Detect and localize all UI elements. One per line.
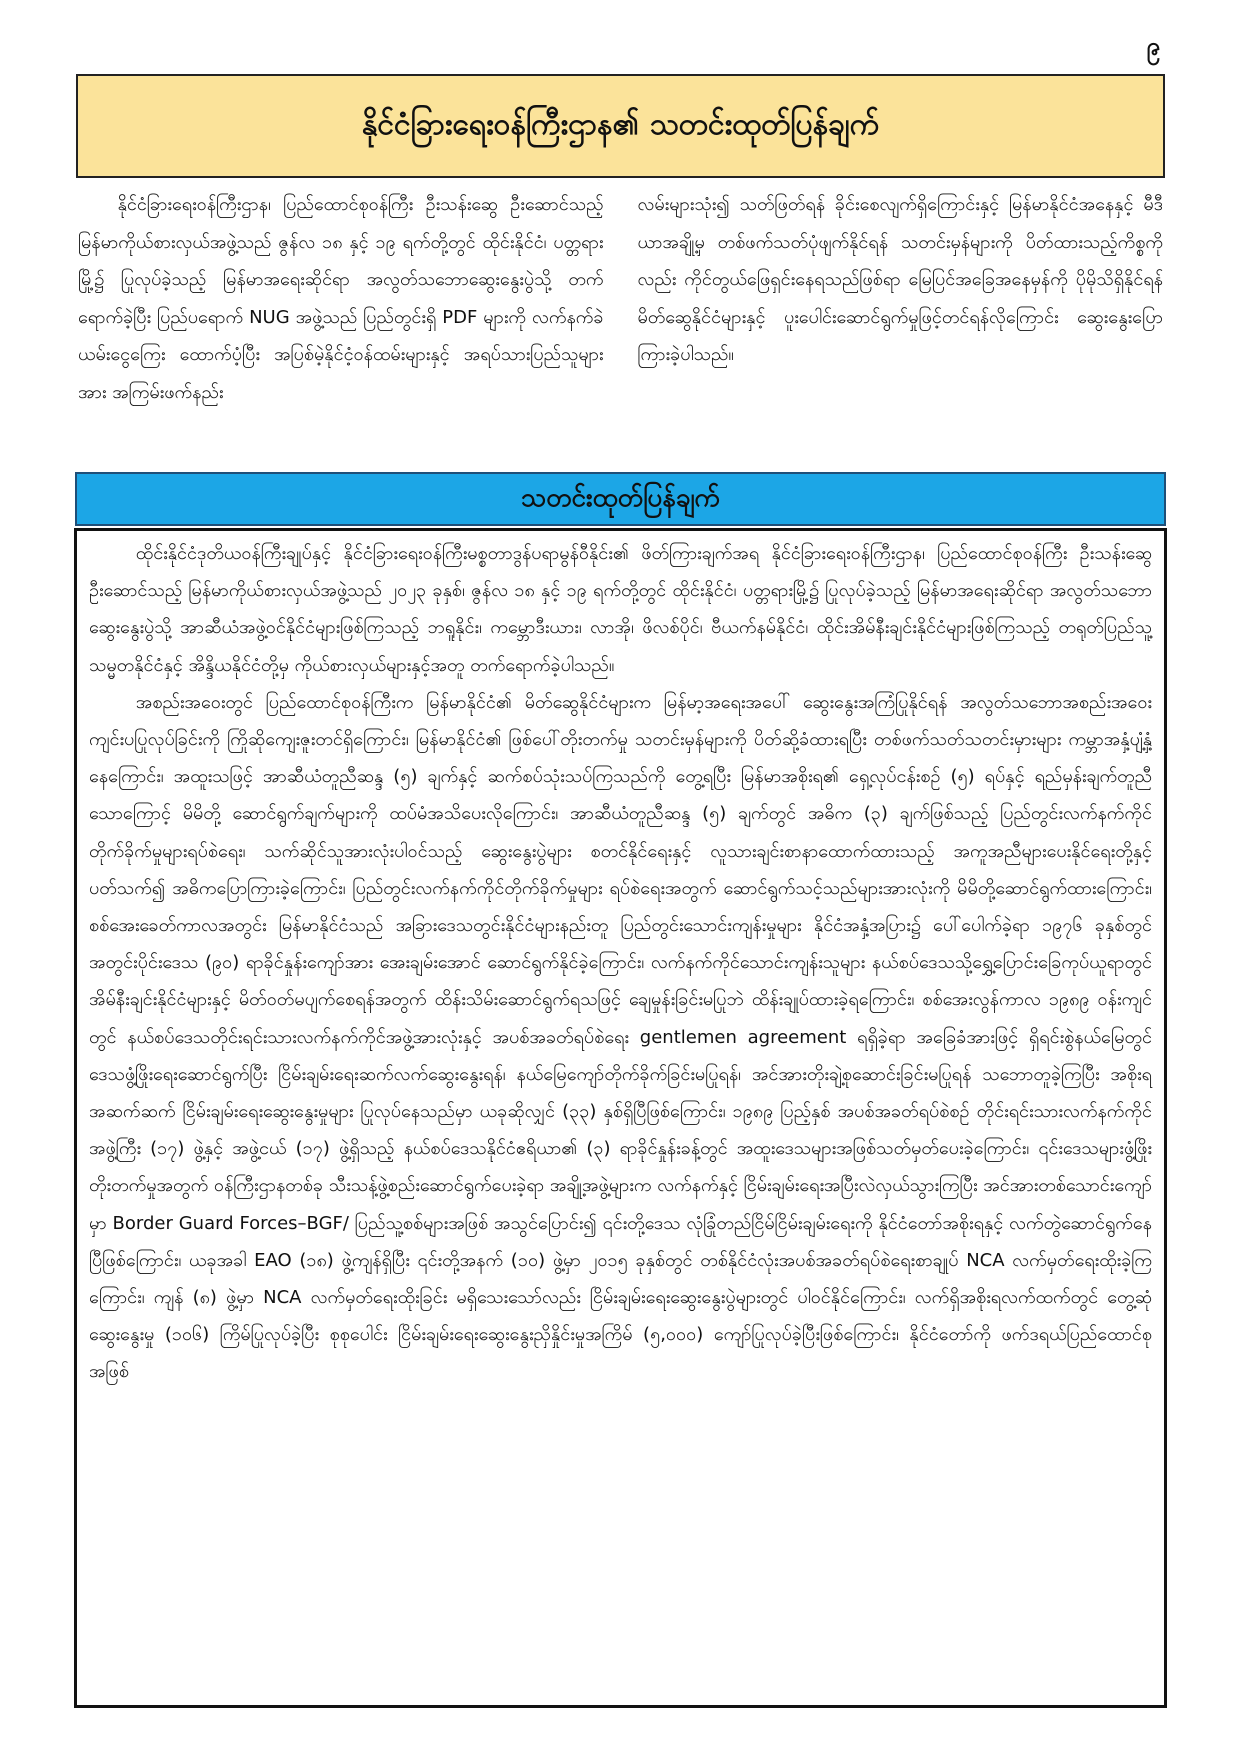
section-banner [75,472,1166,526]
page-title: နိုင်ငံခြားရေးဝန်ကြီးဌာန၏ သတင်းထုတ်ပြန်ချက် [361,106,880,142]
intro-right-column: လမ်းများသုံး၍ သတ်ဖြတ်ရန် ခိုင်းစေလျက်ရှိကြောင်းနှင့် မြန်မာနိုင်ငံအနေနှင့် မီဒီယာအချို့မှ တစ်ဖက်သတ်ပုံဖျက်နိုင်ရန် သတင်းမှန်များကို ပိတ်ထားသည့်ကိစ္စကိုလည်း ကိုင်တွယ်ဖြေရှင်းနေရသည်ဖြစ်ရာ မြေပြင်အခြေအနေမှန်ကို ပိုမိုသိရှိနိုင်ရန် မိတ်ဆွေနိုင်ငံများနှင့် ပူးပေါင်းဆောင်ရွက်မှုဖြင့်တင်ရန်လိုကြောင်း ဆွေးနွေးပြောကြားခဲ့ပါသည်။ [637,194,1163,365]
body-paragraph-2: အစည်းအဝေးတွင် ပြည်ထောင်စုဝန်ကြီးက မြန်မာနိုင်ငံ၏ မိတ်ဆွေနိုင်ငံများက မြန်မာ့အရေးအပေါ် ဆွေးနွေးအကြံပြုနိုင်ရန် အလွတ်သဘောအစည်းအဝေး ကျင်းပပြုလုပ်ခြင်းကို ကြိုဆိုကျေးဇူးတင်ရှိကြောင်း၊ မြန်မာနိုင်ငံ၏ ဖြစ်ပေါ်တိုးတက်မှု သတင်းမှန်များကို ပိတ်ဆို့ခံထားရပြီး တစ်ဖက်သတ်သတင်းမှားများ ကမ္ဘာအနှံ့ပျံ့နှံ့နေကြောင်း၊ အထူးသဖြင့် အာဆီယံတူညီဆန္ဒ (၅) ချက်နှင့် ဆက်စပ်သုံးသပ်ကြသည်ကို တွေ့ရပြီး မြန်မာအစိုးရ၏ ရှေ့လုပ်ငန်းစဉ် (၅) ရပ်နှင့် ရည်မှန်းချက်တူညီသောကြောင့် မိမိတို့ ဆောင်ရွက်ချက်များကို ထပ်မံအသိပေးလိုကြောင်း၊ အာဆီယံတူညီဆန္ဒ (၅) ချက်တွင် အဓိက (၃) ချက်ဖြစ်သည့် ပြည်တွင်းလက်နက်ကိုင်တိုက်ခိုက်မှုများရပ်စဲရေး၊ သက်ဆိုင်သူအားလုံးပါဝင်သည့် ဆွေးနွေးပွဲများ စတင်နိုင်ရေးနှင့် လူသားချင်းစာနာထောက်ထားသည့် အကူအညီများပေးနိုင်ရေးတို့နှင့်ပတ်သက်၍ အဓိကပြောကြားခဲ့ကြောင်း၊ ပြည်တွင်းလက်နက်ကိုင်တိုက်ခိုက်မှုများ ရပ်စဲရေးအတွက် ဆောင်ရွက်သင့်သည်များအားလုံးကို မိမိတို့ဆောင်ရွက်ထားကြောင်း၊ စစ်အေးခေတ်ကာလအတွင်း မြန်မာနိုင်ငံသည် အခြားဒေသတွင်းနိုင်ငံများနည်းတူ ပြည်တွင်းသောင်းကျန်းမှုများ နိုင်ငံအနှံ့အပြား၌ ပေါ်ပေါက်ခဲ့ရာ ၁၉၇၆ ခုနှစ်တွင် အတွင်းပိုင်းဒေသ (၉၀) ရာခိုင်နှုန်းကျော်အား အေးချမ်းအောင် ဆောင်ရွက်နိုင်ခဲ့ကြောင်း၊ လက်နက်ကိုင်သောင်းကျန်းသူများ နယ်စပ်ဒေသသို့ရွှေ့ပြောင်းခြေကုပ်ယူရာတွင် အိမ်နီးချင်းနိုင်ငံများနှင့် မိတ်ဝတ်မပျက်စေရန်အတွက် ထိန်းသိမ်းဆောင်ရွက်ရသဖြင့် ချေမှုန်းခြင်းမပြုဘဲ ထိန်းချုပ်ထားခဲ့ရကြောင်း၊ စစ်အေးလွန်ကာလ ၁၉၈၉ ဝန်းကျင်တွင် နယ်စပ်ဒေသတိုင်းရင်းသားလက်နက်ကိုင်အဖွဲ့အားလုံးနှင့် အပစ်အခတ်ရပ်စဲရေး gentlemen agreement ရရှိခဲ့ရာ အခြေခံအားဖြင့် ရှိရင်းစွဲနယ်မြေတွင် ဒေသဖွံ့ဖြိုးရေးဆောင်ရွက်ပြီး ငြိမ်းချမ်းရေးဆက်လက်ဆွေးနွေးရန်၊ နယ်မြေကျော်တိုက်ခိုက်ခြင်းမပြုရန်၊ အင်အားတိုးချဲ့စုဆောင်းခြင်းမပြုရန် သဘောတူခဲ့ကြပြီး အစိုးရအဆက်ဆက် ငြိမ်းချမ်းရေးဆွေးနွေးမှုများ ပြုလုပ်နေသည်မှာ ယခုဆိုလျှင် (၃၃) နှစ်ရှိပြီဖြစ်ကြောင်း၊ ၁၉၈၉ ပြည့်နှစ် အပစ်အခတ်ရပ်စဲစဉ် တိုင်းရင်းသားလက်နက်ကိုင်အဖွဲ့ကြီး (၁၇) ဖွဲ့နှင့် အဖွဲ့ငယ် (၁၇) ဖွဲ့ရှိသည့် နယ်စပ်ဒေသနိုင်ငံဧရိယာ၏ (၃) ရာခိုင်နှုန်းခန့်တွင် အထူးဒေသများအဖြစ်သတ်မှတ်ပေးခဲ့ကြောင်း၊ ၎င်းဒေသများဖွံ့ဖြိုးတိုးတက်မှုအတွက် ဝန်ကြီးဌာနတစ်ခု သီးသန့်ဖွဲ့စည်းဆောင်ရွက်ပေးခဲ့ရာ အချို့အဖွဲ့များက လက်နက်နှင့် ငြိမ်းချမ်းရေးအပြီးလဲလှယ်သွားကြပြီး အင်အားတစ်သောင်းကျော်မှာ Border Guard Forces–BGF/ ပြည်သူ့စစ်များအဖြစ် အသွင်ပြောင်း၍ ၎င်းတို့ဒေသ လုံခြုံတည်ငြိမ်ငြိမ်းချမ်းရေးကို နိုင်ငံတော်အစိုးရနှင့် လက်တွဲဆောင်ရွက်နေပြီဖြစ်ကြောင်း၊ ယခုအခါ EAO (၁၈) ဖွဲ့ကျန်ရှိပြီး ၎င်းတို့အနက် (၁၀) ဖွဲ့မှာ ၂၀၁၅ ခုနှစ်တွင် တစ်နိုင်ငံလုံးအပစ်အခတ်ရပ်စဲရေးစာချုပ် NCA လက်မှတ်ရေးထိုးခဲ့ကြကြောင်း၊ ကျန် (၈) ဖွဲ့မှာ NCA လက်မှတ်ရေးထိုးခြင်း မရှိသေးသော်လည်း ငြိမ်းချမ်းရေးဆွေးနွေးပွဲများတွင် ပါဝင်နိုင်ကြောင်း၊ လက်ရှိအစိုးရလက်ထက်တွင် တွေ့ဆုံဆွေးနွေးမှု (၁၀၆) ကြိမ်ပြုလုပ်ခဲ့ပြီး စုစုပေါင်း ငြိမ်းချမ်းရေးဆွေးနွေးညှိနှိုင်းမှုအကြိမ် (၅,၀၀၀) ကျော်ပြုလုပ်ခဲ့ပြီးဖြစ်ကြောင်း၊ နိုင်ငံတော်ကို ဖက်ဒရယ်ပြည်ထောင်စုအဖြစ် [89,691,1152,1383]
intro-left-column: နိုင်ငံခြားရေးဝန်ကြီးဌာန၊ ပြည်ထောင်စုဝန်ကြီး ဦးသန်းဆွေ ဦးဆောင်သည့် မြန်မာကိုယ်စားလှယ်အဖွဲ့သည် ဇွန်လ ၁၈ နှင့် ၁၉ ရက်တို့တွင် ထိုင်းနိုင်ငံ၊ ပတ္တရားမြို့၌ ပြုလုပ်ခဲ့သည့် မြန်မာအရေးဆိုင်ရာ အလွတ်သဘောဆွေးနွေးပွဲသို့ တက်ရောက်ခဲ့ပြီး ပြည်ပရောက် NUG အဖွဲ့သည် ပြည်တွင်းရှိ PDF များကို လက်နက်ခဲယမ်းငွေကြေး ထောက်ပံ့ပြီး အပြစ်မဲ့နိုင်ငံ့ဝန်ထမ်းများနှင့် အရပ်သားပြည်သူများအား အကြမ်းဖက်နည်း [78,194,604,403]
press-release-box [74,528,1167,1708]
body-paragraph-1: ထိုင်းနိုင်ငံဒုတိယဝန်ကြီးချုပ်နှင့် နိုင်ငံခြားရေးဝန်ကြီးမစ္စတာဒွန်ပရာမွန်ဝီနိုင်း၏ ဖိတ်ကြားချက်အရ နိုင်ငံခြားရေးဝန်ကြီးဌာန၊ ပြည်ထောင်စုဝန်ကြီး ဦးသန်းဆွေ ဦးဆောင်သည့် မြန်မာကိုယ်စားလှယ်အဖွဲ့သည် ၂၀၂၃ ခုနှစ်၊ ဇွန်လ ၁၈ နှင့် ၁၉ ရက်တို့တွင် ထိုင်းနိုင်ငံ၊ ပတ္တရားမြို့၌ ပြုလုပ်ခဲ့သည့် မြန်မာအရေးဆိုင်ရာ အလွတ်သဘောဆွေးနွေးပွဲသို့ အာဆီယံအဖွဲ့ဝင်နိုင်ငံများဖြစ်ကြသည့် ဘရူနိုင်း၊ ကမ္ဘောဒီးယား၊ လာအို၊ ဖိလစ်ပိုင်၊ ဗီယက်နမ်နိုင်ငံ၊ ထိုင်းအိမ်နီးချင်းနိုင်ငံများဖြစ်ကြသည့် တရုတ်ပြည်သူ့သမ္မတနိုင်ငံနှင့် အိန္ဒိယနိုင်ငံတို့မှ ကိုယ်စားလှယ်များနှင့်အတူ တက်ရောက်ခဲ့ပါသည်။ [89,543,1152,676]
intro-section [78,186,1163,411]
section-title: သတင်းထုတ်ပြန်ချက် [521,482,720,513]
title-banner [76,74,1165,178]
page-number: ၉ [1146,32,1160,60]
